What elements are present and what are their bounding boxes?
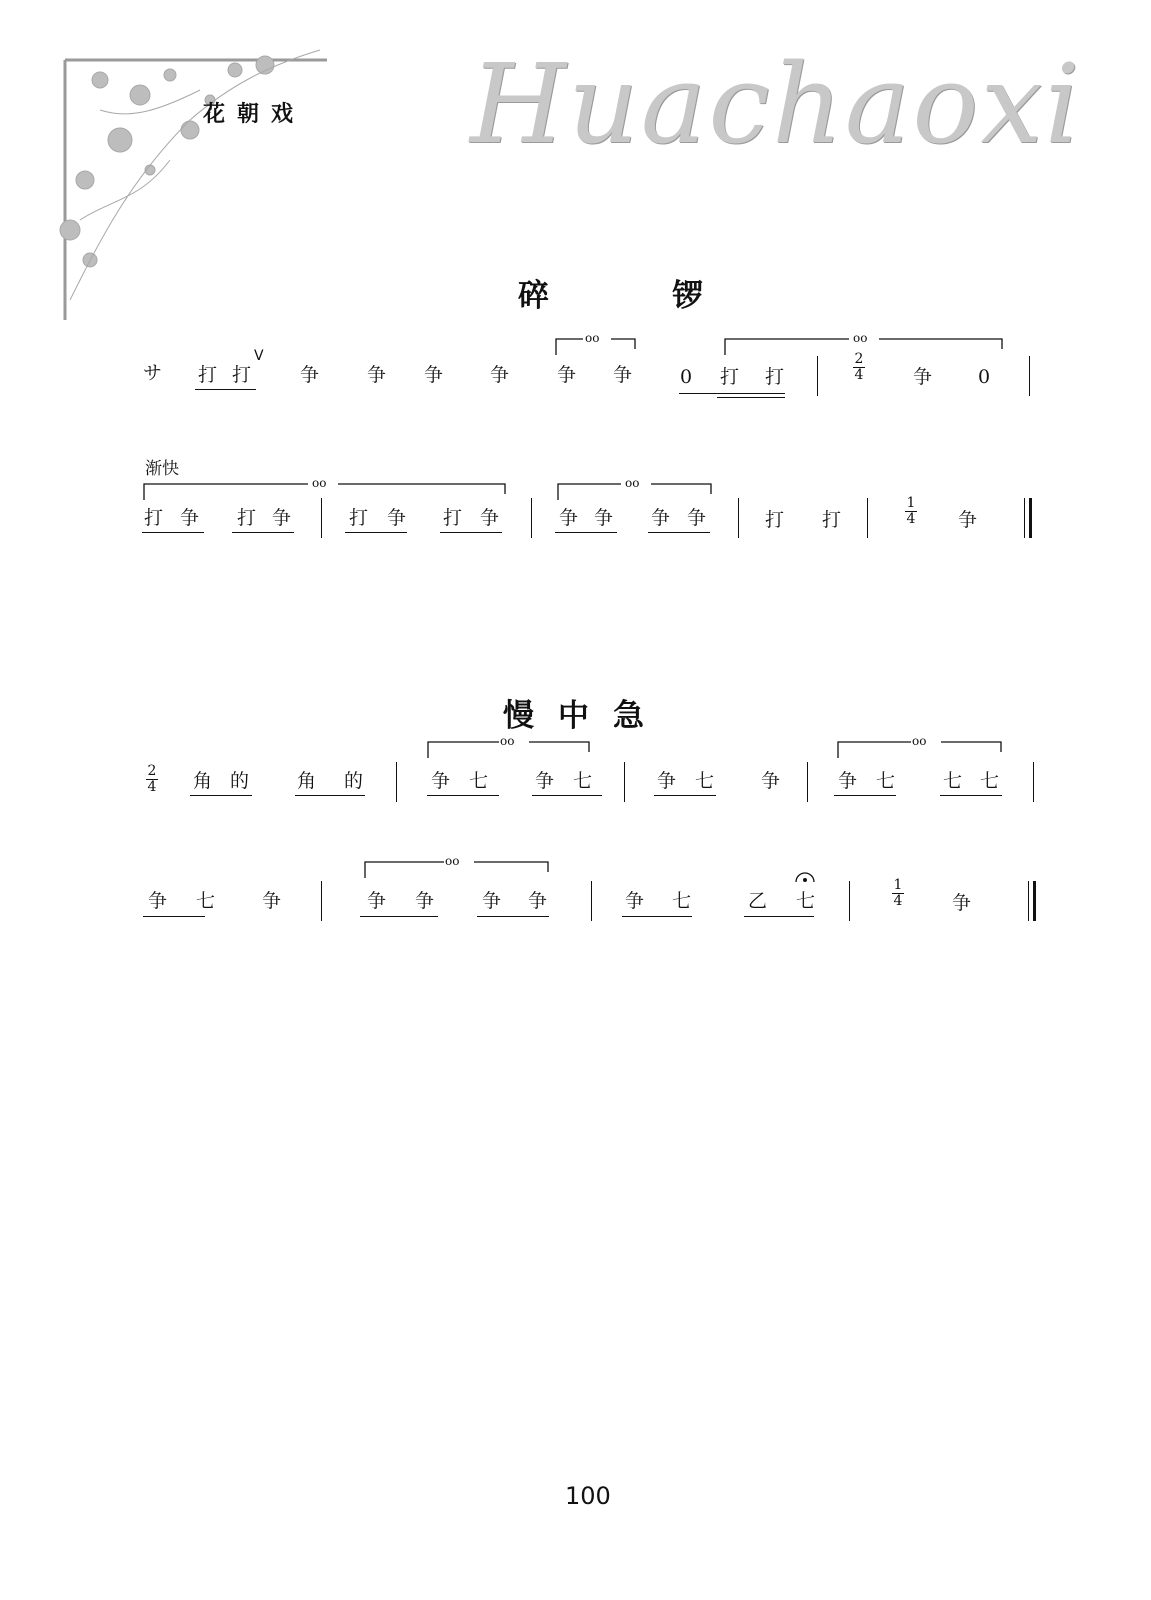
note: 打 bbox=[443, 507, 463, 529]
note: 争 bbox=[272, 507, 292, 529]
note: 争 bbox=[535, 770, 555, 792]
floral-corner-ornament bbox=[40, 40, 340, 330]
repeat-sign: oo bbox=[312, 476, 327, 490]
note: 争 bbox=[657, 770, 677, 792]
note: 七 bbox=[876, 770, 896, 792]
note: 打 bbox=[237, 507, 257, 529]
note: 争 bbox=[613, 364, 633, 386]
note: 角 bbox=[193, 770, 213, 792]
note: 争 bbox=[490, 364, 510, 386]
note: 争 bbox=[424, 364, 444, 386]
tempo-marking: 渐快 bbox=[145, 459, 179, 479]
page-number: 100 bbox=[565, 1482, 611, 1510]
note: 0 bbox=[680, 366, 693, 388]
note: 的 bbox=[344, 770, 364, 792]
note: 打 bbox=[349, 507, 369, 529]
piece-title: 碎 锣 bbox=[518, 278, 749, 314]
note: 争 bbox=[482, 890, 502, 912]
note: 争 bbox=[913, 366, 933, 388]
note: 打 bbox=[822, 509, 842, 531]
repeat-sign: oo bbox=[853, 331, 868, 345]
note: 争 bbox=[761, 770, 781, 792]
note: 争 bbox=[415, 890, 435, 912]
note: 打 bbox=[765, 509, 785, 531]
repeat-sign: oo bbox=[445, 854, 460, 868]
time-signature: 2 4 bbox=[147, 763, 157, 795]
free-meter-sign: サ bbox=[143, 362, 163, 384]
note: 争 bbox=[594, 507, 614, 529]
note: 七 bbox=[943, 770, 963, 792]
fermata-icon bbox=[794, 870, 816, 884]
book-title: 花朝戏 bbox=[203, 102, 306, 127]
time-signature: 1 4 bbox=[906, 495, 916, 527]
repeat-sign: oo bbox=[500, 734, 515, 748]
note: 争 bbox=[300, 364, 320, 386]
note: 争 bbox=[367, 890, 387, 912]
decorative-script-title: Huachaoxi bbox=[470, 40, 1082, 168]
time-signature: 1 4 bbox=[893, 877, 903, 909]
note: 打 bbox=[720, 366, 740, 388]
note: 争 bbox=[838, 770, 858, 792]
note: 乙 bbox=[748, 890, 768, 912]
note: 打 bbox=[144, 507, 164, 529]
note: 争 bbox=[367, 364, 387, 386]
note: 争 bbox=[480, 507, 500, 529]
note: 的 bbox=[230, 770, 250, 792]
note: 七 bbox=[196, 890, 216, 912]
repeat-sign: oo bbox=[625, 476, 640, 490]
note: 0 bbox=[978, 366, 991, 388]
note: 争 bbox=[148, 890, 168, 912]
note: 争 bbox=[559, 507, 579, 529]
note: 七 bbox=[469, 770, 489, 792]
note: 争 bbox=[687, 507, 707, 529]
note: 争 bbox=[431, 770, 451, 792]
note: 打 bbox=[232, 364, 252, 386]
note: 打 bbox=[198, 364, 218, 386]
time-signature: 2 4 bbox=[854, 351, 864, 383]
note: 七 bbox=[672, 890, 692, 912]
note: 争 bbox=[387, 507, 407, 529]
note: 争 bbox=[952, 892, 972, 914]
note: 争 bbox=[180, 507, 200, 529]
accent-mark: V bbox=[254, 348, 264, 364]
note: 争 bbox=[958, 509, 978, 531]
note: 争 bbox=[651, 507, 671, 529]
note: 七 bbox=[980, 770, 1000, 792]
piece-title: 慢中急 bbox=[503, 698, 668, 734]
repeat-sign: oo bbox=[585, 331, 600, 345]
note: 争 bbox=[625, 890, 645, 912]
note: 争 bbox=[528, 890, 548, 912]
note: 争 bbox=[557, 364, 577, 386]
note: 七 bbox=[573, 770, 593, 792]
repeat-sign: oo bbox=[912, 734, 927, 748]
note: 打 bbox=[765, 366, 785, 388]
note: 角 bbox=[297, 770, 317, 792]
note: 争 bbox=[262, 890, 282, 912]
note: 七 bbox=[695, 770, 715, 792]
note: 七 bbox=[796, 890, 816, 912]
